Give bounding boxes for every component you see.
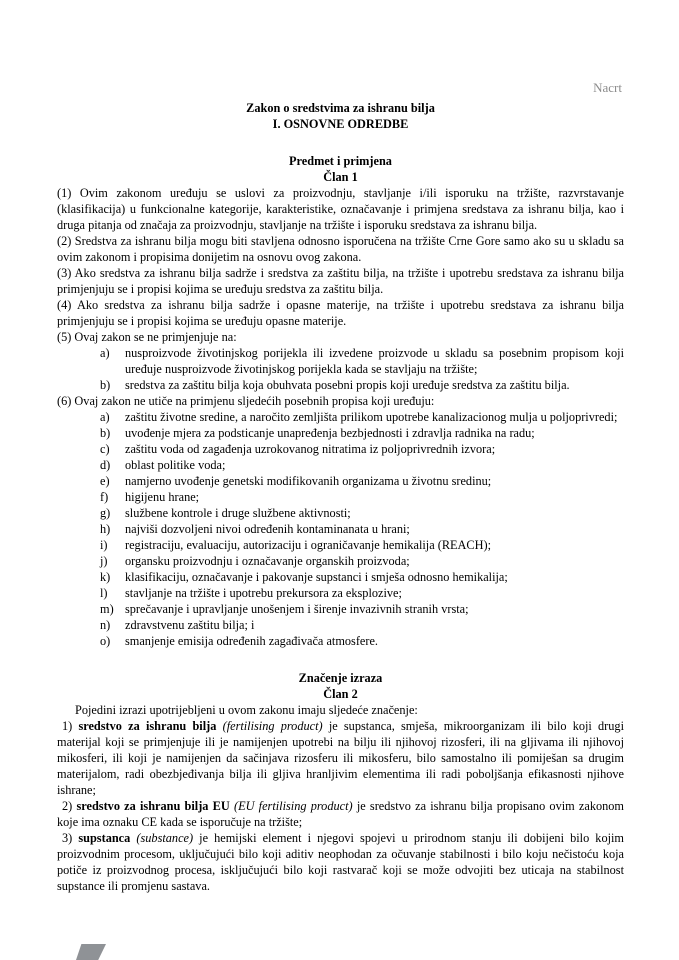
definition-term: sredstvo za ishranu bilja EU [76,799,230,813]
list-item-text: najviši dozvoljeni nivoi određenih kontaminanata u hrani; [125,522,410,536]
definition-text: je sredstvo za ishranu bilja propisano ovim zakonom koje ima oznaku CE kada se isporučuje na tržište; [57,799,625,829]
list-item [57,457,624,473]
list-item-label: b) [100,426,111,440]
list-item [57,489,624,505]
list-item-text: namjerno uvođenje genetski modifikovanih organizama u životnu sredinu; [125,474,492,488]
law-paragraph [57,265,624,297]
list-item-label: m) [100,602,114,616]
definition-term-english: (fertilising product) [222,719,323,733]
list-item-label: h) [100,522,111,536]
list-item-label: j) [100,554,108,568]
law-title: Zakon o sredstvima za ishranu bilja [246,101,435,115]
list-item [57,585,624,601]
list-item-text: oblast politike voda; [125,458,226,472]
list-item-text: zaštitu voda od zagađenja uzrokovanog nitratima iz poljoprivrednih izvora; [125,442,496,456]
list-item-text: registraciju, evaluaciju, autorizaciju i ograničavanje hemikalija (REACH); [125,538,492,552]
list-item [57,537,624,553]
definition-text: je supstanca, smješa, mikroorganizam ili bilo koji drugi materijal koji se primjenjuje ili je namijenjen upotrebi na bilju ili njihovoj rizosferi, ili na gljivama ili njihovoj mikosferi, ili koji je namijenjen da sačinjava rizosferu ili mikosferu, bilo samostalno ili pomiješan sa drugim materijalom, radi obezbjeđivanja bilja ili gljiva hranljivim elementima ili radi poboljšanja efikasnosti njihove ishrane; [57,719,624,797]
list-item [57,617,624,633]
list-item [57,409,624,425]
list-item [57,569,624,585]
list-item-label: g) [100,506,111,520]
list-item [57,473,624,489]
list-item-text: zaštitu životne sredine, a naročito zemljišta prilikom upotrebe kanalizacionog mulja u poljoprivredi; [125,410,618,424]
law-paragraph [57,233,624,265]
exclusions-list [57,345,624,393]
list-item-label: o) [100,634,111,648]
list-item [57,441,624,457]
definition-number: 1) [62,719,73,733]
law-paragraph-text: (2) Sredstva za ishranu bilja mogu biti stavljena odnosno isporučena na tržište Crne Gore samo ako su u skladu sa ovim zakonom i propisima donijetim na osnovu ovog zakona. [57,234,624,264]
definition-item [57,830,624,894]
list-item-label: k) [100,570,111,584]
list-item-text: stavljanje na tržište i upotrebu prekursora za eksplozive; [125,586,402,600]
list-item-text: službene kontrole i druge službene aktivnosti; [125,506,351,520]
law-paragraph-text: (1) Ovim zakonom uređuju se uslovi za proizvodnju, stavljanje i/ili isporuku na tržište, razvrstavanje (klasifikacija) u funkcionalne kategorije, karakteristike, označavanje i primjena sredstava za ishranu bilja, kao i druga pitanja od značaja za proizvodnju, stavljanje na tržište i isporuku sredstava za ishranu bilja. [57,186,624,232]
list-item-text: zdravstvenu zaštitu bilja; i [125,618,255,632]
article1-paragraphs [57,185,624,345]
list-item-text: nusproizvode životinjskog porijekla ili izvedene proizvode u skladu sa posebnim propisom koji uređuje nusproizvode životinjskog porijekla kada se stavljaju na tržište; [125,346,624,376]
definition-term-english: (EU fertilising product) [233,799,353,813]
list-item [57,425,624,441]
list-item [57,521,624,537]
list-item-label: l) [100,586,108,600]
law-paragraph-text: (3) Ako sredstva za ishranu bilja sadrže i sredstva za zaštitu bilja, na tržište i upotrebu sredstava za ishranu bilja primjenjuju se i propisi kojima se uređuju sredstva za zaštitu bilja. [57,266,624,296]
list-item-label: b) [100,378,111,392]
law-paragraph-6: (6) Ovaj zakon ne utiče na primjenu sljedećih posebnih propisa koji uređuju: [57,394,435,408]
definitions-list [57,718,624,894]
list-item [57,601,624,617]
definition-number: 3) [62,831,73,845]
list-item-text: sredstva za zaštitu bilja koja obuhvata posebni propis koji uređuje sredstva za zaštitu bilja. [125,378,570,392]
list-item-text: organsku proizvodnju i označavanje organskih proizvoda; [125,554,410,568]
special-regulations-list [57,409,624,649]
list-item-label: a) [100,346,110,360]
law-paragraph [57,297,624,329]
definition-term: supstanca [78,831,131,845]
list-item-label: i) [100,538,108,552]
law-paragraph [57,185,624,233]
list-item [57,505,624,521]
section-heading-predmet: Predmet i primjena [289,154,392,168]
definition-item [57,718,624,798]
section-heading-znacenje: Značenje izraza [298,671,383,685]
list-item [57,553,624,569]
list-item-text: higijenu hrane; [125,490,200,504]
list-item [57,345,624,377]
part-heading: I. OSNOVNE ODREDBE [272,117,409,131]
definition-term: sredstvo za ishranu bilja [78,719,217,733]
definition-term-english: (substance) [136,831,194,845]
list-item-label: d) [100,458,111,472]
law-paragraph [57,329,624,345]
list-item-text: sprečavanje i upravljanje unošenjem i širenje invazivnih stranih vrsta; [125,602,469,616]
list-item-text: klasifikaciju, označavanje i pakovanje supstanci i smješa odnosno hemikalija; [125,570,508,584]
list-item-label: n) [100,618,111,632]
list-item-label: c) [100,442,110,456]
list-item-text: uvođenje mjera za podsticanje unapređenja bezbjednosti i zdravlja radnika na radu; [125,426,535,440]
definitions-intro: Pojedini izrazi upotrijebljeni u ovom zakonu imaju sljedeće značenje: [75,703,418,717]
list-item-label: a) [100,410,110,424]
definition-number: 2) [62,799,73,813]
list-item-label: e) [100,474,110,488]
definition-text: je hemijski element i njegovi spojevi u prirodnom stanju ili dobijeni bilo kojim proizvodnim procesom, uključujući bilo koji aditiv neophodan za očuvanje stabilnosti i bilo koju nečistoću koja potiče iz proizvodnog procesa, isključujući bilo koji rastvarač koji se može odvojiti bez uticaja na stabilnost supstance ili promjenu sastava. [57,831,624,893]
article-heading-clan-2: Član 2 [323,687,358,701]
list-item-label: f) [100,490,109,504]
list-item [57,377,624,393]
law-paragraph-text: (5) Ovaj zakon se ne primjenjuje na: [57,330,237,344]
list-item [57,633,624,649]
law-paragraph-text: (4) Ako sredstva za ishranu bilja sadrže i opasne materije, na tržište i upotrebu sredstava za ishranu bilja primjenjuju se i propisi kojima se uređuju opasne materije. [57,298,624,328]
definition-item [57,798,624,830]
article-heading-clan-1: Član 1 [323,170,358,184]
list-item-text: smanjenje emisija određenih zagađivača atmosfere. [125,634,378,648]
draft-label: Nacrt [593,80,622,95]
